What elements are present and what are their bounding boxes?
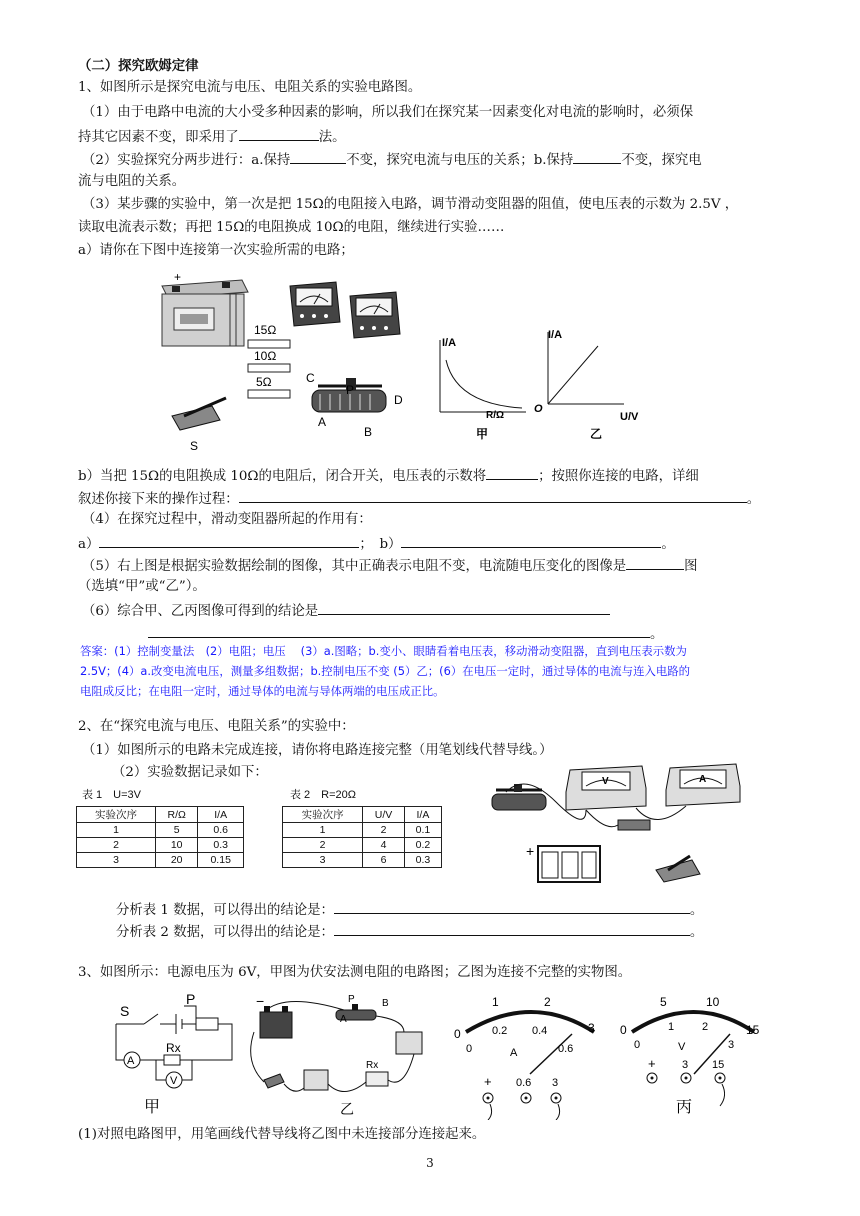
table-cell: 6 xyxy=(363,853,405,868)
q1-partb-end: 。 xyxy=(746,492,761,507)
ammeter-scale-0: 0 xyxy=(454,1027,461,1041)
q1-blank-role-a[interactable] xyxy=(99,532,359,548)
q1-part5-line1 xyxy=(82,554,792,578)
battery-icon xyxy=(538,846,600,882)
q1-part6-line1 xyxy=(82,599,792,623)
q3-part1: (1)对照电路图甲，用笔画线代替导线将乙图中未连接部分连接起来。 xyxy=(78,1127,486,1142)
page-number: 3 xyxy=(426,1156,434,1170)
q2-part2: （2）实验数据记录如下： xyxy=(112,765,268,780)
graph-yi-y-label: I/A xyxy=(548,329,563,341)
q2-analysis-1 xyxy=(116,898,826,922)
ammeter-scale-2: 2 xyxy=(544,995,551,1009)
q1-part4-a-label: a） xyxy=(78,537,100,552)
q1-part2-text-b: 不变，探究电流与电压的关系；b.保持 xyxy=(346,153,574,168)
resistor-5-label: 5Ω xyxy=(256,375,272,389)
graph-jia-x-label: R/Ω xyxy=(486,410,505,421)
table-cell: 10 xyxy=(156,838,198,853)
rheostat-a-label: A xyxy=(340,1014,347,1025)
table-row xyxy=(283,823,442,838)
rheostat-p-label: P xyxy=(348,994,355,1005)
ammeter-terminal-3: 3 xyxy=(552,1077,559,1089)
ammeter-scale-3: 3 xyxy=(588,1021,595,1035)
resistor-icon xyxy=(618,820,650,830)
table-cell: 1 xyxy=(283,823,363,838)
table-header-row xyxy=(283,807,442,823)
rheostat-b-label: B xyxy=(382,998,389,1009)
q1-partb-line1 xyxy=(78,464,788,488)
graph-jia xyxy=(440,340,526,412)
physical-circuit-yi xyxy=(251,1001,422,1091)
q1-part4-answers xyxy=(78,532,788,556)
q1-part3-line1: （3）某步骤的实验中，第一次是把 15Ω的电阻接入电路，调节滑动变阻器的阻值，使电压表的示数为 2.5V ， xyxy=(82,197,739,212)
q1-part2-line1 xyxy=(82,148,792,172)
table-cell: 2 xyxy=(77,838,156,853)
q2-part1: （1）如图所示的电路未完成连接，请你将电路连接完整（用笔划线代替导线。） xyxy=(82,743,553,758)
table-cell: 20 xyxy=(156,853,198,868)
graph-yi-origin: O xyxy=(534,403,543,415)
rheostat-c-label: C xyxy=(306,371,315,385)
voltmeter-scale-5: 5 xyxy=(660,995,667,1009)
q1-blank-method[interactable] xyxy=(239,125,319,141)
q1-part6-text: （6）综合甲、乙丙图像可得到的结论是 xyxy=(82,604,319,619)
q2-blank-table2[interactable] xyxy=(334,920,690,936)
q1-blank-keep2[interactable] xyxy=(573,148,621,164)
table-cell: 0.3 xyxy=(198,838,244,853)
table-cell: 5 xyxy=(156,823,198,838)
q2-blank-table1[interactable] xyxy=(334,898,690,914)
section-title: （二）探究欧姆定律 xyxy=(78,58,199,74)
q1-blank-procedure[interactable] xyxy=(239,487,747,503)
q1-blank-keep1[interactable] xyxy=(290,148,346,164)
q1-part1-line2 xyxy=(78,125,788,149)
table-row xyxy=(77,853,244,868)
q1-blank-role-b[interactable] xyxy=(401,532,661,548)
ammeter-scale-1: 1 xyxy=(492,995,499,1009)
q2-analysis-2-text: 分析表 2 数据，可以得出的结论是： xyxy=(116,925,334,940)
table1 xyxy=(76,806,244,868)
switch-icon xyxy=(172,398,226,430)
q1-part4: （4）在探究过程中，滑动变阻器所起的作用有： xyxy=(82,512,372,527)
voltmeter-scale-15: 15 xyxy=(746,1023,760,1037)
q1-part2-line2: 流与电阻的关系。 xyxy=(78,174,186,189)
voltmeter-v-label: V xyxy=(170,1075,178,1087)
rheostat-p-label: P xyxy=(346,383,355,397)
q1-answer-line3: 电阻成反比；在电阻一定时，通过导体的电流与导体两端的电压成正比。 xyxy=(80,684,445,698)
table-row xyxy=(77,823,244,838)
q1-part2-text-c: 不变，探究电 xyxy=(621,153,702,168)
graph-jia-name: 甲 xyxy=(476,427,489,441)
q2-circuit-figure xyxy=(486,762,746,888)
graph-jia-y-label: I/A xyxy=(442,337,457,349)
table-cell: 1 xyxy=(77,823,156,838)
battery-icon xyxy=(162,280,248,346)
q1-part4-end: 。 xyxy=(661,537,675,552)
q2-analysis-1-end: 。 xyxy=(689,903,704,918)
meter-icon xyxy=(350,292,400,338)
table-row xyxy=(283,838,442,853)
q1-stem: 1、如图所示是探究电流与电压、电阻关系的实验电路图。 xyxy=(78,80,422,95)
table-cell: 0.2 xyxy=(404,838,441,853)
table-cell: 3 xyxy=(283,853,363,868)
resistor-15-icon xyxy=(248,340,290,348)
q2-analysis-1-text: 分析表 1 数据，可以得出的结论是： xyxy=(116,903,334,918)
ammeter-scale-0-6: 0.6 xyxy=(558,1043,574,1055)
voltmeter-unit: V xyxy=(678,1041,686,1053)
q3-stem: 3、如图所示：电源电压为 6V，甲图为伏安法测电阻的电路图；乙图为连接不完整的实物图。 xyxy=(78,965,632,980)
graph-yi-name: 乙 xyxy=(590,427,603,441)
table-cell: 2 xyxy=(283,838,363,853)
q1-part5-text: （5）右上图是根据实验数据绘制的图像，其中正确表示电阻不变，电流随电压变化的图像是 xyxy=(82,559,627,574)
voltmeter-v-label: V xyxy=(602,776,609,787)
ammeter-scale-0-2: 0.2 xyxy=(492,1025,508,1037)
graph-yi-x-label: U/V xyxy=(620,411,639,423)
figure-jia-label: 甲 xyxy=(144,1099,161,1116)
rx-label: Rx xyxy=(366,1060,379,1071)
q1-part1-end: 法。 xyxy=(318,130,346,145)
q1-answer-line2: 2.5V；(4）a.改变电流电压，测量多组数据；b.控制电压不变 (5）乙；(6）在电压一定时，通过导体的电流与连入电路的 xyxy=(80,664,691,678)
table-header-cell: R/Ω xyxy=(156,807,198,823)
q1-part1-line1: （1）由于电路中电流的大小受多种因素的影响，所以我们在探究某一因素变化对电流的影响时，必须保 xyxy=(82,105,694,120)
rx-label: Rx xyxy=(166,1041,181,1055)
ammeter-scale-0-4: 0.4 xyxy=(532,1025,548,1037)
figure-yi-label: 乙 xyxy=(340,1101,354,1117)
q1-partb-line2 xyxy=(78,487,788,511)
q1-part5-tu: 图 xyxy=(684,559,698,574)
switch-s-label: S xyxy=(120,1003,130,1019)
ammeter-scale-0b: 0 xyxy=(466,1043,473,1055)
table-header-cell: U/V xyxy=(363,807,405,823)
table-cell: 0.15 xyxy=(198,853,244,868)
q1-blank-conclusion-1[interactable] xyxy=(318,599,610,615)
q2-stem: 2、在“探究电流与电压、电阻关系”的实验中： xyxy=(78,719,355,734)
table-cell: 2 xyxy=(363,823,405,838)
q1-part2-text-a: （2）实验探究分两步进行：a.保持 xyxy=(82,153,291,168)
ammeter-icon xyxy=(666,764,740,806)
table-header-cell: 实验次序 xyxy=(283,807,363,823)
voltmeter-scale-3: 3 xyxy=(728,1039,735,1051)
q1-answer-line1: 答案：(1）控制变量法 (2）电阻；电压 (3）a.图略；b.变小、眼睛看着电压表，移动滑动变阻器，直到电压表示数为 xyxy=(80,644,687,658)
q1-partb-text-a: b）当把 15Ω的电阻换成 10Ω的电阻后，闭合开关，电压表的示数将 xyxy=(78,469,487,484)
voltmeter-terminal-3: 3 xyxy=(682,1059,689,1071)
rheostat-a-label: A xyxy=(318,415,327,429)
graph-yi xyxy=(548,332,624,404)
battery-minus-label: − xyxy=(256,993,265,1009)
q1-partb-text-c: 叙述你接下来的操作过程： xyxy=(78,492,239,507)
battery-plus-label: + xyxy=(526,843,535,859)
q1-apparatus-figure xyxy=(150,264,670,454)
table-row xyxy=(77,838,244,853)
rheostat-p-label: P xyxy=(186,992,196,1007)
table-cell: 0.6 xyxy=(198,823,244,838)
rheostat-b-label: B xyxy=(364,425,373,439)
q2-analysis-2-end: 。 xyxy=(689,925,704,940)
table1-caption: 表 1 U=3V xyxy=(82,789,141,801)
voltmeter-scale-10: 10 xyxy=(706,995,720,1009)
switch-s-label: S xyxy=(190,439,199,453)
ammeter-dial xyxy=(466,1012,594,1120)
q1-blank-graph[interactable] xyxy=(626,554,684,570)
table-header-cell: I/A xyxy=(198,807,244,823)
resistor-15-label: 15Ω xyxy=(254,323,277,337)
ammeter-a-label: A xyxy=(127,1055,135,1067)
voltmeter-scale-0b: 0 xyxy=(634,1039,641,1051)
q1-blank-voltmeter[interactable] xyxy=(486,464,538,480)
resistor-10-label: 10Ω xyxy=(254,349,277,363)
table-cell: 0.1 xyxy=(404,823,441,838)
ammeter-a-label: A xyxy=(699,774,707,785)
voltmeter-scale-2: 2 xyxy=(702,1021,709,1033)
resistor-5-icon xyxy=(248,390,290,398)
q2-analysis-2 xyxy=(116,920,826,944)
switch-icon xyxy=(656,856,700,882)
q1-part3-line2: 读取电流表示数；再把 15Ω的电阻换成 10Ω的电阻，继续进行实验…… xyxy=(78,220,505,235)
table-cell: 0.3 xyxy=(404,853,441,868)
q1-part6-end: 。 xyxy=(650,627,664,642)
q1-partb-text-b: ；按照你连接的电路，详细 xyxy=(538,469,699,484)
q1-part1-text: 持其它因素不变，即采用了 xyxy=(78,130,239,145)
resistor-10-icon xyxy=(248,364,290,372)
ammeter-terminal-0-6: 0.6 xyxy=(516,1077,532,1089)
rheostat-d-label: D xyxy=(394,393,403,407)
table-cell: 4 xyxy=(363,838,405,853)
ammeter-terminal-plus: + xyxy=(484,1074,492,1089)
voltmeter-icon xyxy=(566,766,646,810)
table-header-cell: 实验次序 xyxy=(77,807,156,823)
table-header-row xyxy=(77,807,244,823)
q1-part3-line3: a）请你在下图中连接第一次实验所需的电路； xyxy=(78,243,354,258)
q3-figures xyxy=(104,992,790,1120)
figure-bing-label: 丙 xyxy=(676,1099,693,1116)
voltmeter-terminal-plus: + xyxy=(648,1056,656,1071)
q1-part5-line2: （选填“甲”或“乙”）。 xyxy=(78,579,206,594)
table-header-cell: I/A xyxy=(404,807,441,823)
table2-caption: 表 2 R=20Ω xyxy=(290,789,356,801)
table2 xyxy=(282,806,442,868)
table-cell: 3 xyxy=(77,853,156,868)
q1-part4-b-label: ； b） xyxy=(359,537,402,552)
meter-icon xyxy=(290,282,340,326)
table-row xyxy=(283,853,442,868)
voltmeter-scale-1: 1 xyxy=(668,1021,675,1033)
voltmeter-scale-0: 0 xyxy=(620,1023,627,1037)
battery-plus-label: + xyxy=(174,270,182,284)
voltmeter-terminal-15: 15 xyxy=(712,1059,725,1071)
q1-blank-conclusion-2[interactable] xyxy=(148,622,650,638)
ammeter-unit: A xyxy=(510,1047,518,1059)
